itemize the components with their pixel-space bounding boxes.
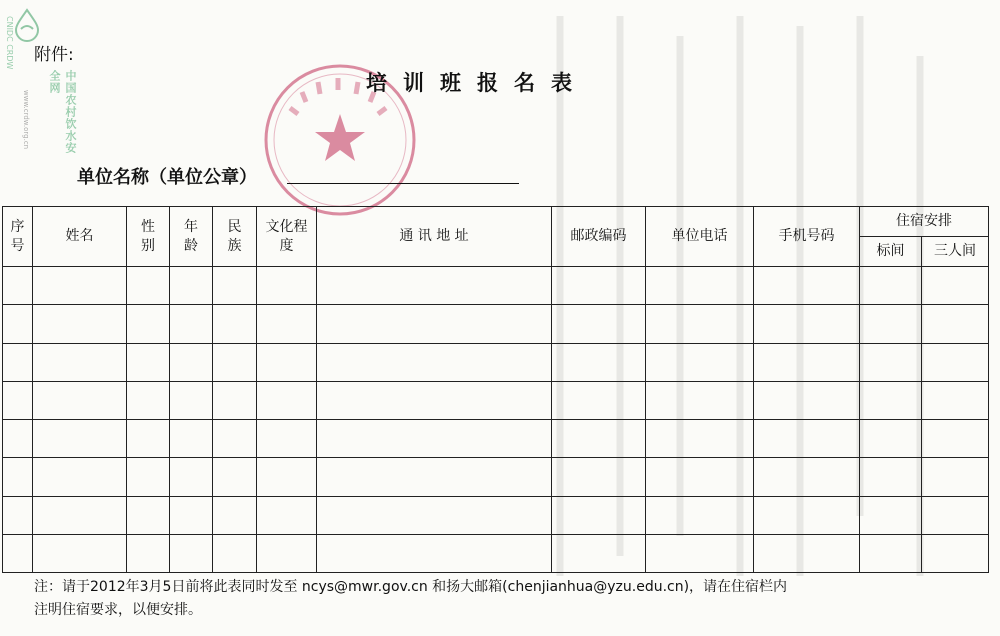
header-work-phone: 单位电话 <box>646 207 754 267</box>
cell-education[interactable] <box>257 458 317 496</box>
cell-address[interactable] <box>317 267 552 305</box>
cell-seq[interactable] <box>3 381 33 419</box>
cell-address[interactable] <box>317 496 552 534</box>
cell-name[interactable] <box>33 420 127 458</box>
cell-address[interactable] <box>317 534 552 572</box>
header-lodging-standard: 标间 <box>860 237 922 267</box>
cell-gender[interactable] <box>127 534 170 572</box>
cell-postcode[interactable] <box>552 305 646 343</box>
cell-lodging-standard[interactable] <box>860 534 922 572</box>
cell-mobile[interactable] <box>754 267 860 305</box>
cell-mobile[interactable] <box>754 496 860 534</box>
cell-education[interactable] <box>257 267 317 305</box>
cell-mobile[interactable] <box>754 305 860 343</box>
cell-gender[interactable] <box>127 496 170 534</box>
cell-name[interactable] <box>33 534 127 572</box>
header-name: 姓名 <box>33 207 127 267</box>
cell-ethnicity[interactable] <box>213 420 257 458</box>
cell-age[interactable] <box>170 496 213 534</box>
cell-mobile[interactable] <box>754 534 860 572</box>
header-lodging-triple: 三人间 <box>922 237 989 267</box>
page-title: 培训班报名表 <box>366 71 588 95</box>
cell-education[interactable] <box>257 420 317 458</box>
cell-postcode[interactable] <box>552 343 646 381</box>
header-mobile: 手机号码 <box>754 207 860 267</box>
cell-age[interactable] <box>170 534 213 572</box>
cell-seq[interactable] <box>3 305 33 343</box>
cell-education[interactable] <box>257 381 317 419</box>
cell-name[interactable] <box>33 381 127 419</box>
water-drop-logo-icon <box>10 8 44 42</box>
cell-seq[interactable] <box>3 534 33 572</box>
cell-address[interactable] <box>317 458 552 496</box>
cell-age[interactable] <box>170 267 213 305</box>
cell-postcode[interactable] <box>552 534 646 572</box>
cell-name[interactable] <box>33 496 127 534</box>
unit-name-label: 单位名称（单位公章） <box>77 167 257 188</box>
cell-work-phone[interactable] <box>646 305 754 343</box>
cell-postcode[interactable] <box>552 458 646 496</box>
site-watermark <box>2 6 77 156</box>
cell-lodging-triple[interactable] <box>922 534 989 572</box>
cell-postcode[interactable] <box>552 267 646 305</box>
header-ethnicity: 民族 <box>213 207 257 267</box>
watermark-side-text: CNIDC CRDW <box>5 16 14 70</box>
submission-note <box>34 576 787 622</box>
table-row <box>3 496 989 534</box>
cell-lodging-standard[interactable] <box>860 305 922 343</box>
cell-lodging-standard[interactable] <box>860 458 922 496</box>
cell-work-phone[interactable] <box>646 343 754 381</box>
header-lodging: 住宿安排 <box>860 207 989 237</box>
cell-ethnicity[interactable] <box>213 534 257 572</box>
header-gender: 性别 <box>127 207 170 267</box>
cell-gender[interactable] <box>127 458 170 496</box>
cell-education[interactable] <box>257 305 317 343</box>
cell-ethnicity[interactable] <box>213 267 257 305</box>
cell-age[interactable] <box>170 343 213 381</box>
cell-gender[interactable] <box>127 305 170 343</box>
cell-lodging-standard[interactable] <box>860 496 922 534</box>
cell-mobile[interactable] <box>754 458 860 496</box>
cell-ethnicity[interactable] <box>213 381 257 419</box>
table-row <box>3 343 989 381</box>
cell-mobile[interactable] <box>754 381 860 419</box>
cell-postcode[interactable] <box>552 381 646 419</box>
cell-lodging-triple[interactable] <box>922 305 989 343</box>
seal-star-icon <box>315 114 365 161</box>
header-age: 年龄 <box>170 207 213 267</box>
table-row <box>3 381 989 419</box>
cell-gender[interactable] <box>127 420 170 458</box>
cell-ethnicity[interactable] <box>213 343 257 381</box>
cell-name[interactable] <box>33 458 127 496</box>
registration-table <box>2 206 989 573</box>
cell-mobile[interactable] <box>754 420 860 458</box>
cell-seq[interactable] <box>3 267 33 305</box>
cell-gender[interactable] <box>127 343 170 381</box>
cell-work-phone[interactable] <box>646 420 754 458</box>
table-row <box>3 305 989 343</box>
cell-education[interactable] <box>257 534 317 572</box>
cell-lodging-triple[interactable] <box>922 343 989 381</box>
cell-name[interactable] <box>33 305 127 343</box>
cell-gender[interactable] <box>127 381 170 419</box>
cell-ethnicity[interactable] <box>213 458 257 496</box>
table-body <box>3 267 989 573</box>
cell-name[interactable] <box>33 267 127 305</box>
cell-address[interactable] <box>317 343 552 381</box>
cell-lodging-standard[interactable] <box>860 343 922 381</box>
cell-work-phone[interactable] <box>646 496 754 534</box>
table-row <box>3 534 989 572</box>
cell-gender[interactable] <box>127 267 170 305</box>
table-row <box>3 420 989 458</box>
header-education: 文化程度 <box>257 207 317 267</box>
cell-mobile[interactable] <box>754 343 860 381</box>
cell-work-phone[interactable] <box>646 458 754 496</box>
cell-work-phone[interactable] <box>646 381 754 419</box>
cell-ethnicity[interactable] <box>213 496 257 534</box>
cell-age[interactable] <box>170 420 213 458</box>
cell-lodging-standard[interactable] <box>860 267 922 305</box>
cell-lodging-triple[interactable] <box>922 267 989 305</box>
cell-ethnicity[interactable] <box>213 305 257 343</box>
cell-lodging-triple[interactable] <box>922 496 989 534</box>
cell-postcode[interactable] <box>552 420 646 458</box>
header-postcode: 邮政编码 <box>552 207 646 267</box>
cell-address[interactable] <box>317 381 552 419</box>
table-row <box>3 267 989 305</box>
note-line-1: 注：请于2012年3月5日前将此表同时发至 ncys@mwr.gov.cn 和扬大邮箱(chenjianhua@yzu.edu.cn)，请在住宿栏内 <box>34 579 788 595</box>
cell-address[interactable] <box>317 305 552 343</box>
note-line-2: 注明住宿要求，以便安排。 <box>34 602 202 618</box>
cell-age[interactable] <box>170 458 213 496</box>
watermark-org-name: 中国农村饮水安全网 <box>48 70 77 154</box>
unit-name-fill-line[interactable] <box>287 183 519 184</box>
cell-seq[interactable] <box>3 458 33 496</box>
cell-name[interactable] <box>33 343 127 381</box>
cell-age[interactable] <box>170 305 213 343</box>
cell-lodging-standard[interactable] <box>860 420 922 458</box>
cell-seq[interactable] <box>3 496 33 534</box>
cell-lodging-triple[interactable] <box>922 381 989 419</box>
cell-age[interactable] <box>170 381 213 419</box>
cell-lodging-triple[interactable] <box>922 420 989 458</box>
cell-address[interactable] <box>317 420 552 458</box>
cell-education[interactable] <box>257 343 317 381</box>
cell-seq[interactable] <box>3 420 33 458</box>
cell-lodging-standard[interactable] <box>860 381 922 419</box>
cell-postcode[interactable] <box>552 496 646 534</box>
header-seq: 序号 <box>3 207 33 267</box>
watermark-url: www.crdw.org.cn <box>22 90 30 150</box>
header-address: 通 讯 地 址 <box>317 207 552 267</box>
cell-lodging-triple[interactable] <box>922 458 989 496</box>
cell-education[interactable] <box>257 496 317 534</box>
cell-seq[interactable] <box>3 343 33 381</box>
attachment-label: 附件: <box>34 45 74 65</box>
cell-work-phone[interactable] <box>646 534 754 572</box>
table-row <box>3 458 989 496</box>
cell-work-phone[interactable] <box>646 267 754 305</box>
